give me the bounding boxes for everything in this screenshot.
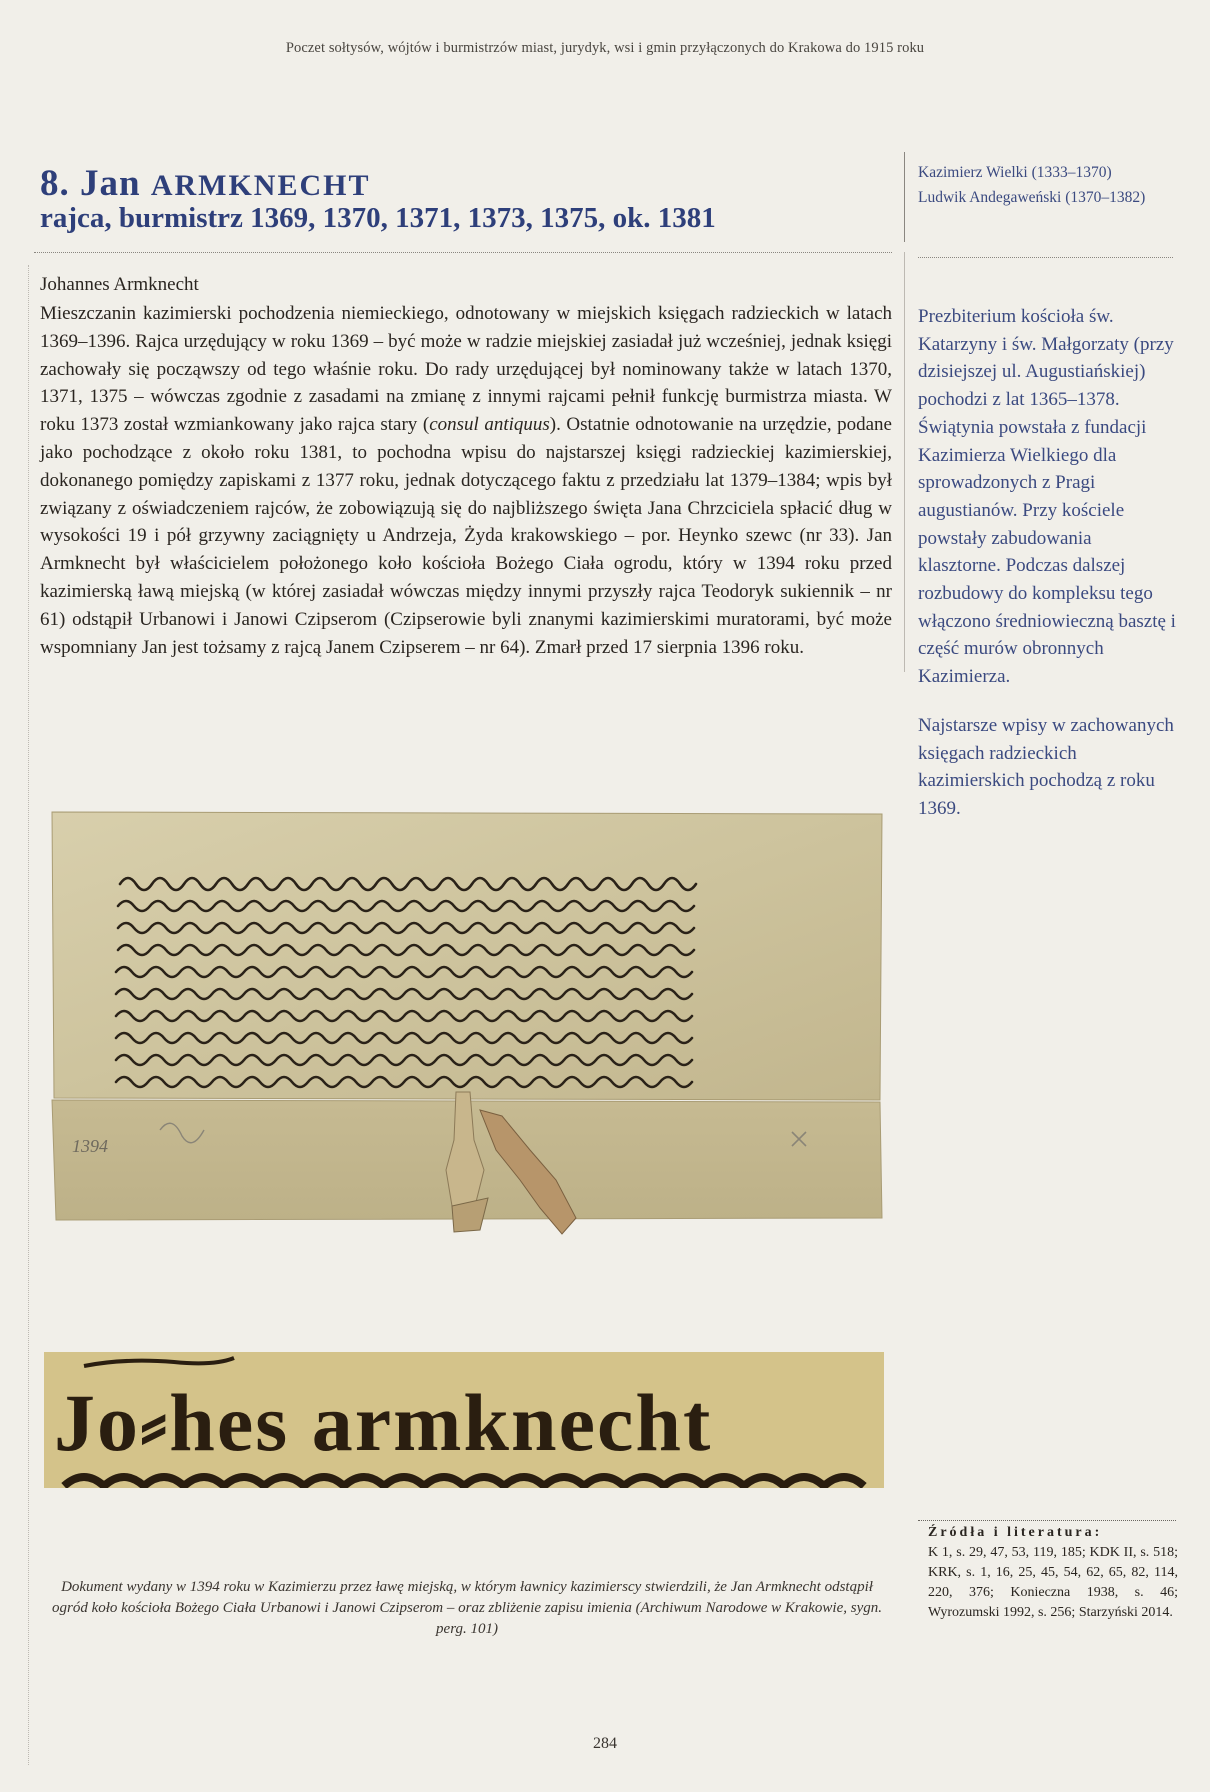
entry-number: 8. [40, 163, 70, 204]
entry-subtitle: rajca, burmistrz 1369, 1370, 1371, 1373, 1375, ok. 1381 [40, 202, 716, 234]
biography [40, 300, 892, 661]
page-number: 284 [593, 1735, 617, 1752]
divider [918, 1520, 1176, 1521]
sources-list: K 1, s. 29, 47, 53, 119, 185; KDK II, s. 518; KRK, s. 1, 16, 25, 45, 54, 62, 65, 82, 114, 220, 376; Konieczna 1938, s. 46; Wyrozumski 1992, s. 256; Starzyński 2014. [928, 1545, 1178, 1620]
bio-text: ). Ostatnie odnotowanie na urzędzie, podane jako pochodzące z około roku 1381, to pochodna wpisu do najstarszej księgi radzieckiej kazimierskiej, dokonanego pomiędzy zapiskami z 1377 roku, jednak dotyczącego faktu z przedziału lat 1379–1384; wpis był związany z oświadczeniem rajców, że zobowiązują się do najbliższego święta Jana Chrzciciela spłacić dług w wysokości 19 i pół grzywny zaciągnięty u Andrzeja, Żyda krakowskiego – por. Heynko szewc (nr 33). Jan Armknecht był właścicielem położonego koło kościoła Bożego Ciała ogrodu, który w 1394 roku przed kazimierską ławą miejską (w której zasiadał wówczas między innymi przyszły rajca Teodoryk sukiennik – nr 61) odstąpił Urbanowi i Janowi Czipserom (Czipserowie byli znanymi kazimierskimi muratorami, być może wspomniany Jan jest tożsamy z rajcą Janem Czipserem – nr 64). Zmarł przed 17 sierpnia 1396 roku. [40, 414, 892, 658]
parchment-document-image [50, 810, 884, 1240]
side-note: Najstarsze wpisy w zachowanych księgach radzieckich kazimierskich pochodzą z roku 1369. [918, 715, 1174, 820]
figure-caption: Dokument wydany w 1394 roku w Kazimierzu przez ławę miejską, w którym ławnicy kazimierscy stwierdzili, że Jan Armknecht odstąpił ogród koło kościoła Bożego Ciała Urbanowi i Janowi Czipserom – oraz zbliżenie zapisu imienia (Archiwum Narodowe w Krakowie, sygn. perg. 101) [52, 1579, 882, 1637]
bio-text: Mieszczanin kazimierski pochodzenia niemieckiego, odnotowany w miejskich księgach radzieckich w latach 1369–1396. Rajca urzędujący w roku 1369 – być może w radzie miejskiej zasiadał już wcześniej, jednak księgi zachowały się począwszy od tego właśnie roku. Do rady urzędującej był nominowany także w latach 1370, 1371, 1375 – wówczas zgodnie z zasadami na zmianę z innymi rajcami pełnił funkcję burmistrza miasta. W roku 1373 został wzmiankowany jako rajca stary ( [40, 303, 892, 436]
reign-item: Kazimierz Wielki (1333–1370) [918, 164, 1112, 181]
sources-heading: Źródła i literatura: [928, 1525, 1103, 1540]
reign-list [918, 160, 1145, 210]
divider [28, 265, 29, 1765]
divider [904, 152, 905, 242]
entry-first-name: Jan [80, 163, 141, 204]
divider [918, 257, 1173, 258]
divider [34, 252, 892, 253]
zoom-inscription-text: Jo⸗hes armknecht [54, 1377, 713, 1468]
inscription-zoom-image [44, 1352, 884, 1488]
divider [904, 252, 905, 672]
entry-title [40, 162, 371, 205]
latin-name: Johannes Armknecht [40, 274, 199, 295]
bio-latin-term: consul antiquus [429, 414, 550, 436]
reign-item: Ludwik Andegaweński (1370–1382) [918, 189, 1146, 206]
pencil-note: 1394 [72, 1136, 108, 1156]
entry-last-name: ARMKNECHT [150, 169, 371, 202]
side-note: Prezbiterium kościoła św. Katarzyny i św. Małgorzaty (przy dzisiejszej ul. Augustiańskiej) pochodzi z lat 1365–1378. Świątynia powstała z fundacji Kazimierza Wielkiego dla sprowadzonych z Pragi augustianów. Przy kościele powstały zabudowania klasztorne. Podczas dalszej rozbudowy do kompleksu tego włączono średniowieczną basztę i część murów obronnych Kazimierza. [918, 306, 1176, 688]
running-head: Poczet sołtysów, wójtów i burmistrzów miast, jurydyk, wsi i gmin przyłączonych do Krakowa do 1915 roku [285, 40, 925, 56]
